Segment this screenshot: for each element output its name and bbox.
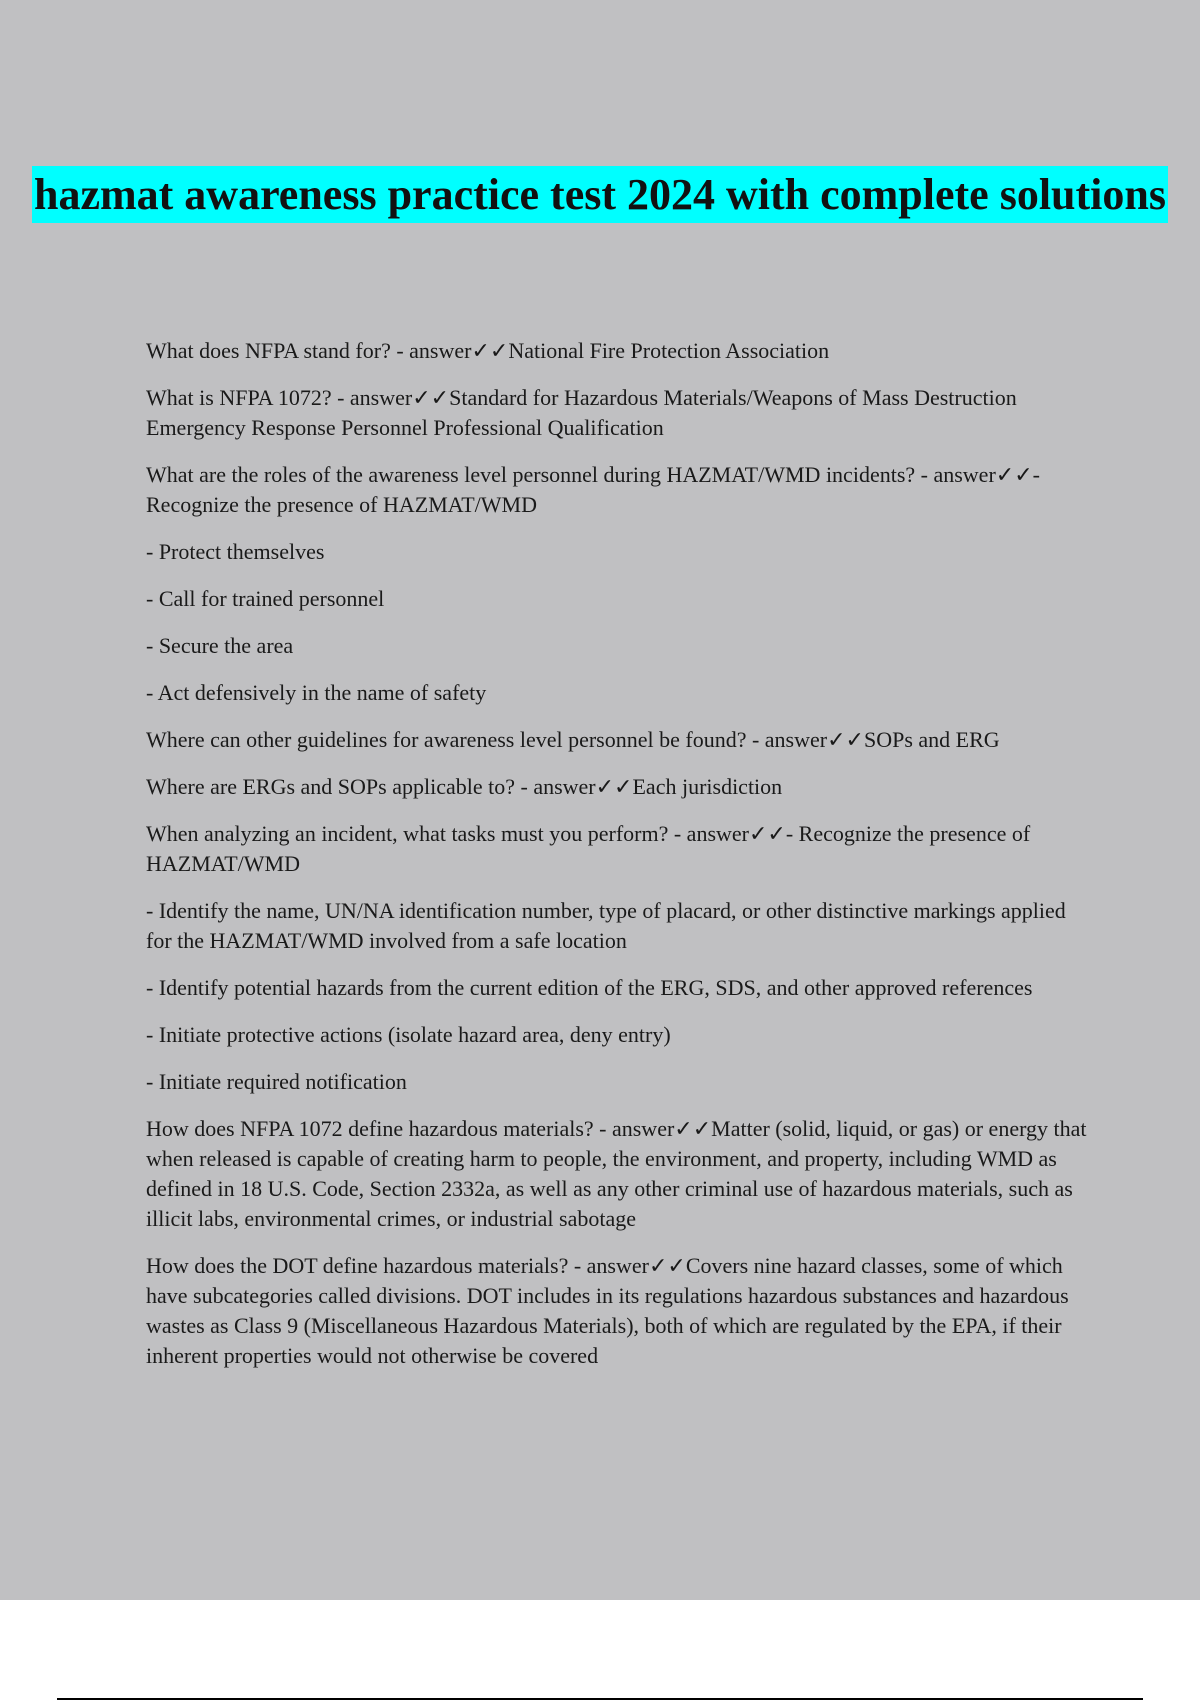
paragraph-nfpa-definition: How does NFPA 1072 define hazardous materials? - answer✓✓Matter (solid, liquid, or gas) or energy that when released is capable of creating harm to people, the environment, and property, including WMD as defined in 18 U.S. Code, Section 2332a, as well as any other criminal use of hazardous materials, such as illicit labs, environmental crimes, or industrial sabotage <box>146 1116 1087 1231</box>
paragraph-required-notification: - Initiate required notification <box>146 1069 407 1094</box>
paragraph-analyzing-incident: When analyzing an incident, what tasks must you perform? - answer✓✓- Recognize the presence of HAZMAT/WMD <box>146 821 1031 876</box>
paragraph-identify-hazards: - Identify potential hazards from the current edition of the ERG, SDS, and other approved references <box>146 975 1033 1000</box>
paragraph-awareness-roles: What are the roles of the awareness level personnel during HAZMAT/WMD incidents? - answer✓✓- Recognize the presence of HAZMAT/WMD <box>146 462 1040 517</box>
document-body <box>146 336 1096 1388</box>
paragraph-call-personnel: - Call for trained personnel <box>146 586 385 611</box>
paragraph-protective-actions: - Initiate protective actions (isolate hazard area, deny entry) <box>146 1022 671 1047</box>
paragraph-nfpa-1072: What is NFPA 1072? - answer✓✓Standard for Hazardous Materials/Weapons of Mass Destruction Emergency Response Personnel Professional Qualification <box>146 385 1017 440</box>
paragraph-identify-name: - Identify the name, UN/NA identification number, type of placard, or other distinctive markings applied for the HAZMAT/WMD involved from a safe location <box>146 898 1066 953</box>
paragraph-secure-area: - Secure the area <box>146 633 294 658</box>
paragraph-dot-definition: How does the DOT define hazardous materials? - answer✓✓Covers nine hazard classes, some of which have subcategories called divisions. DOT includes in its regulations hazardous substances and hazardous wastes as Class 9 (Miscellaneous Hazardous Materials), both of which are regulated by the EPA, if their inherent properties would not otherwise be covered <box>146 1253 1069 1368</box>
paragraph-protect-themselves: - Protect themselves <box>146 539 325 564</box>
paragraph-other-guidelines: Where can other guidelines for awareness level personnel be found? - answer✓✓SOPs and ERG <box>146 727 1000 752</box>
paragraph-act-defensively: - Act defensively in the name of safety <box>146 680 487 705</box>
document-title <box>0 164 1200 225</box>
paragraph-nfpa-stand-for: What does NFPA stand for? - answer✓✓National Fire Protection Association <box>146 338 830 363</box>
paragraph-ergs-applicable: Where are ERGs and SOPs applicable to? - answer✓✓Each jurisdiction <box>146 774 783 799</box>
title-highlight: hazmat awareness practice test 2024 with complete solutions <box>32 166 1168 223</box>
